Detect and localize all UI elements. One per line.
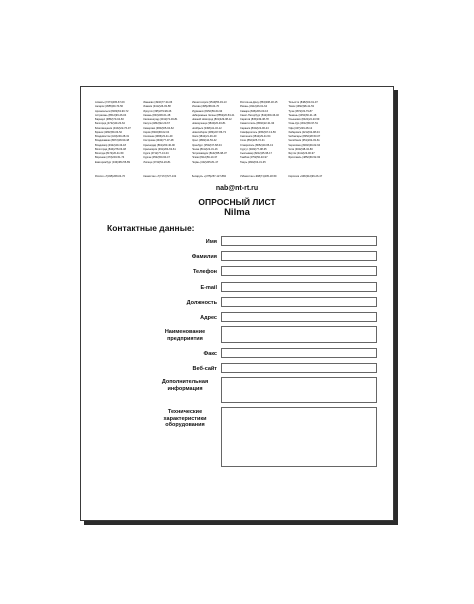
- country-contact: Казахстан +7(7172)727-132: [143, 175, 177, 178]
- contact-line: Воронеж (473)204-51-73: [95, 156, 125, 160]
- contact-line: Екатеринбург (343)384-55-89: [95, 160, 130, 164]
- field-label-phone: Телефон: [192, 269, 217, 275]
- surname-field[interactable]: [221, 251, 377, 261]
- contact-line: Тольятти (8482)63-91-07: [288, 101, 318, 104]
- contact-line: Череповец (8202)49-02-64: [288, 143, 321, 147]
- contact-line: Пермь (342)205-81-47: [191, 160, 219, 164]
- contact-line: Белгород (4722)40-23-64: [95, 122, 125, 126]
- contact-line: Чита (3022)38-34-83: [288, 147, 313, 151]
- contact-line: Астрахань (8512)99-46-04: [95, 113, 127, 117]
- name-field[interactable]: [221, 236, 377, 246]
- contact-line: Владимир (4922)49-43-18: [95, 143, 126, 147]
- contact-line: Алматы (7273)495-67-09: [95, 101, 125, 104]
- field-label-address: Адрес: [200, 315, 217, 321]
- field-label-email: E-mail: [200, 285, 217, 291]
- contact-line: Тула (4872)33-79-87: [288, 109, 313, 113]
- contact-line: Киров (8332)68-02-04: [143, 130, 170, 134]
- contact-email: nab@nt-rt.ru: [215, 185, 259, 192]
- contact-line: Вологда (8172)26-41-59: [95, 152, 124, 155]
- contacts-grid: [95, 101, 383, 165]
- field-label-position: Должность: [186, 300, 217, 306]
- contact-line: Смоленск (4812)29-41-54: [239, 135, 271, 138]
- contact-line: Краснодар (861)203-40-90: [143, 143, 175, 147]
- contact-line: Иваново (4932)77-34-06: [143, 101, 173, 104]
- contact-line: Набережные Челны (8552)20-53-41: [191, 113, 235, 117]
- contact-line: Брянск (4832)59-03-52: [95, 130, 122, 134]
- contact-line: Ульяновск (8422)24-23-59: [288, 118, 320, 121]
- document-page: [80, 86, 394, 521]
- contact-line: Нижний Новгород (831)429-08-12: [191, 118, 232, 121]
- contact-line: Тюмень (3452)66-21-18: [288, 113, 317, 117]
- contact-line: Кемерово (3842)65-04-62: [143, 126, 174, 130]
- contact-line: Барнаул (3852)73-04-60: [95, 118, 124, 121]
- field-label-company: Наименование предприятия: [164, 329, 206, 342]
- contact-line: Ставрополь (8652)20-65-13: [239, 143, 273, 147]
- contact-line: Саранск (8342)22-96-24: [239, 126, 269, 130]
- contact-line: Калининград (4012)72-03-81: [143, 118, 178, 121]
- contact-line: Самара (846)206-03-16: [239, 109, 269, 113]
- form-subtitle: Nilma: [224, 207, 250, 218]
- contact-line: Магнитогорск (3519)55-03-13: [191, 101, 227, 104]
- contact-line: Липецк (4742)52-20-81: [143, 160, 171, 164]
- contact-line: Омск (3812)21-46-40: [191, 135, 217, 138]
- contact-line: Пенза (8412)22-31-16: [191, 147, 218, 151]
- contacts-column: [240, 101, 286, 165]
- contact-line: Волгоград (844)278-03-48: [95, 147, 126, 151]
- field-label-surname: Фамилия: [191, 254, 217, 260]
- specs-field[interactable]: [221, 407, 377, 467]
- field-label-website: Веб-сайт: [192, 366, 217, 372]
- contact-line: Курск (4712)77-13-04: [143, 152, 169, 155]
- address-field[interactable]: [221, 312, 377, 322]
- contact-line: Новокузнецк (3843)20-46-81: [191, 122, 226, 126]
- contact-line: Челябинск (351)202-03-61: [288, 139, 320, 143]
- country-contact: [337, 175, 383, 179]
- contacts-column: [95, 101, 141, 165]
- form-title: ОПРОСНЫЙ ЛИСТ: [198, 197, 276, 207]
- contact-line: Сыктывкар (8212)25-95-17: [239, 152, 272, 155]
- contact-line: Мурманск (8152)59-64-93: [191, 109, 223, 113]
- field-label-name: Имя: [205, 239, 217, 245]
- contact-line: Кострома (4942)77-07-48: [143, 139, 174, 143]
- email-field[interactable]: [221, 282, 377, 292]
- contact-line: Якутск (4112)23-90-97: [288, 152, 315, 155]
- contact-line: Благовещенск (4162)22-76-07: [95, 126, 131, 130]
- contact-line: Красноярск (391)204-63-61: [143, 147, 176, 151]
- country-contact: Киргизия +996(312)96-26-47: [288, 175, 323, 178]
- contact-line: Симферополь (3652)67-13-56: [239, 130, 276, 134]
- fax-field[interactable]: [221, 348, 377, 358]
- contact-line: Москва (495)268-04-70: [191, 105, 220, 109]
- contact-line: Новосибирск (383)227-86-73: [191, 130, 226, 134]
- field-label-fax: Факс: [203, 351, 217, 357]
- contacts-column: [143, 101, 189, 165]
- contact-line: Курган (3522)50-90-47: [143, 156, 170, 160]
- contact-line: Сургут (3462)77-98-35: [239, 147, 267, 151]
- contact-line: Владивосток (423)249-28-31: [95, 135, 130, 138]
- contact-line: Сочи (862)225-72-31: [239, 139, 265, 143]
- phone-field[interactable]: [221, 266, 377, 276]
- contact-line: Коломна (4966)23-41-49: [143, 135, 173, 138]
- contacts-column: [192, 101, 238, 165]
- contact-line: Саратов (845)249-38-78: [239, 118, 269, 121]
- contact-line: Петрозаводск (8142)55-98-37: [191, 152, 227, 155]
- contact-line: Владикавказ (8672)28-90-48: [95, 139, 130, 143]
- contact-line: Чебоксары (8352)28-53-07: [288, 135, 321, 138]
- contact-line: Санкт-Петербург (812)309-46-40: [239, 113, 279, 117]
- contact-line: Иркутск (395)279-98-46: [143, 109, 172, 113]
- contact-line: Томск (3822)98-41-53: [288, 105, 314, 109]
- contacts-column: [337, 101, 383, 165]
- contact-line: Калуга (4842)92-23-67: [143, 122, 171, 126]
- contact-line: Ростов-на-Дону (863)308-18-15: [239, 101, 278, 104]
- field-label-specs: Технические характеристики оборудования: [163, 409, 207, 428]
- contact-line: Орел (4862)44-53-42: [191, 139, 217, 143]
- website-field[interactable]: [221, 363, 377, 373]
- contact-line: Архангельск (8182)63-90-72: [95, 109, 129, 113]
- contact-line: Севастополь (8692)22-31-93: [239, 122, 275, 126]
- form-title-block: [81, 197, 393, 218]
- contact-line: Псков (8112)59-10-37: [191, 156, 218, 160]
- additional-info-field[interactable]: [221, 377, 377, 403]
- contact-line: Ангарск (3955)60-70-56: [95, 105, 123, 109]
- contact-line: Рязань (4912)46-61-64: [239, 105, 268, 109]
- contact-line: Ярославль (4852)69-52-93: [288, 156, 321, 160]
- country-contact: Беларусь +(375)257-127-884: [191, 175, 227, 178]
- contact-line: Хабаровск (4212)92-98-04: [288, 130, 320, 134]
- contact-line: Уфа (347)229-48-12: [288, 126, 313, 130]
- contacts-column: [288, 101, 334, 165]
- section-heading: Контактные данные:: [107, 223, 195, 233]
- contact-line: Оренбург (3532)37-68-04: [191, 143, 222, 147]
- company-field[interactable]: [221, 326, 377, 343]
- field-label-additional-info: Дополнительная информация: [161, 379, 209, 392]
- country-contact: Россия +7(495)268-04-70: [95, 175, 126, 178]
- contact-line: Ноябрьск (3496)41-32-12: [191, 126, 222, 130]
- position-field[interactable]: [221, 297, 377, 307]
- contact-line: Улан-Удэ (3012)59-97-51: [288, 122, 318, 126]
- contact-line: Тверь (4822)63-31-35: [239, 160, 266, 164]
- contact-line: Казань (843)206-01-48: [143, 113, 171, 117]
- contact-line: Ижевск (3412)26-03-58: [143, 105, 171, 109]
- contacts-footer-row: [95, 175, 383, 179]
- country-contact: Узбекистан +998(71)205-18-59: [239, 175, 277, 178]
- contact-line: Тамбов (4752)50-40-97: [239, 156, 268, 160]
